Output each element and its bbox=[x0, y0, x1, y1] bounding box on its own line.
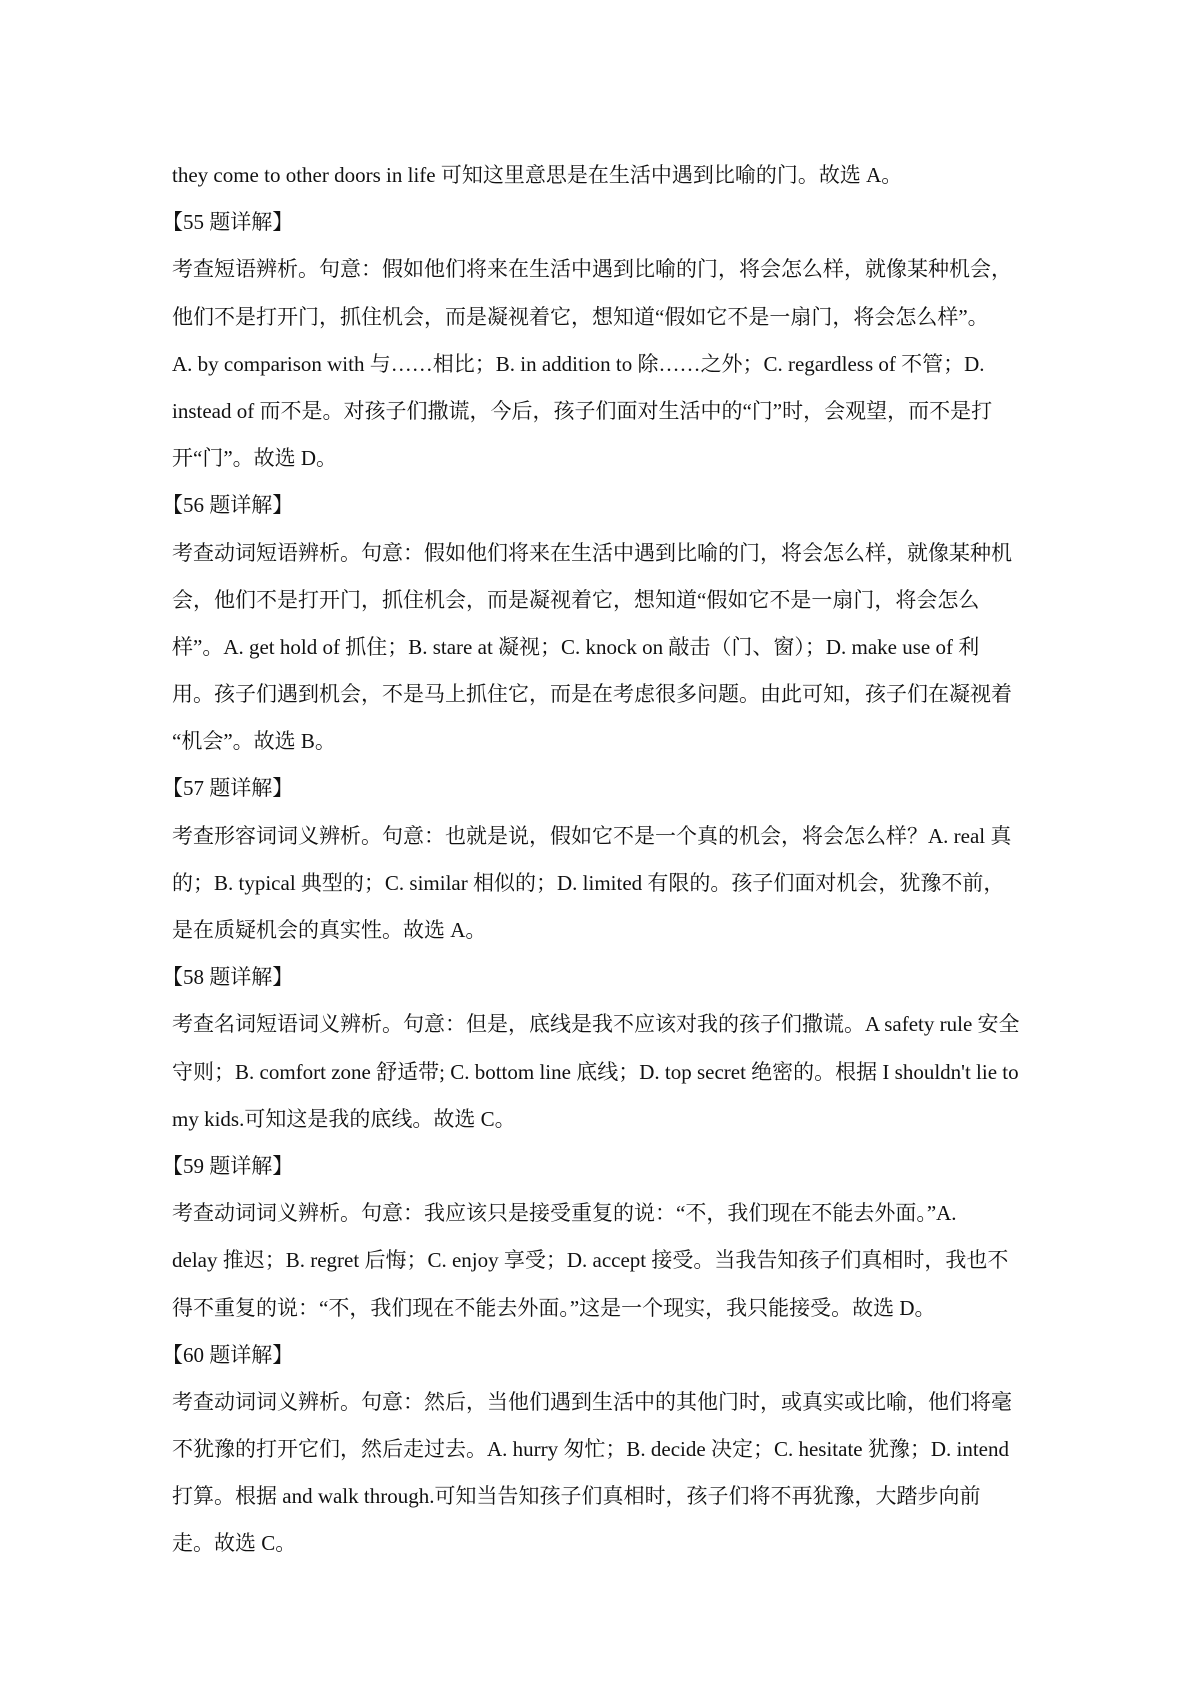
section-heading: 【55 题详解】 bbox=[162, 210, 294, 235]
text-line: 打算。根据 and walk through.可知当告知孩子们真相时，孩子们将不再犹豫，大踏步向前 bbox=[172, 1484, 981, 1509]
text-line: 样”。A. get hold of 抓住；B. stare at 凝视；C. knock on 敲击（门、窗）；D. make use of 利 bbox=[172, 634, 980, 659]
text-line: 考查动词词义辨析。句意：我应该只是接受重复的说：“不，我们现在不能去外面。”A. bbox=[172, 1201, 957, 1226]
section-heading: 【60 题详解】 bbox=[162, 1342, 294, 1367]
text-line: “机会”。故选 B。 bbox=[172, 729, 336, 754]
text-line: 守则；B. comfort zone 舒适带; C. bottom line 底线；D. top secret 绝密的。根据 I shouldn't lie to bbox=[172, 1059, 1019, 1084]
text-line: 开“门”。故选 D。 bbox=[172, 446, 338, 471]
section-heading: 【59 题详解】 bbox=[162, 1153, 294, 1178]
section-heading: 【58 题详解】 bbox=[162, 965, 294, 990]
text-line: 用。孩子们遇到机会，不是马上抓住它，而是在考虑很多问题。由此可知，孩子们在凝视着 bbox=[172, 682, 1012, 707]
text-line: my kids.可知这是我的底线。故选 C。 bbox=[172, 1106, 516, 1131]
text-line: they come to other doors in life 可知这里意思是在生活中遇到比喻的门。故选 A。 bbox=[172, 163, 903, 187]
text-line: 考查名词短语词义辨析。句意：但是，底线是我不应该对我的孩子们撒谎。A safety rule 安全 bbox=[172, 1012, 1020, 1037]
section-heading: 【57 题详解】 bbox=[162, 776, 294, 801]
text-line: 考查短语辨析。句意：假如他们将来在生活中遇到比喻的门，将会怎么样，就像某种机会， bbox=[172, 257, 1012, 282]
text-line: A. by comparison with 与……相比；B. in addition to 除……之外；C. regardless of 不管；D. bbox=[172, 351, 985, 376]
text-line: instead of 而不是。对孩子们撒谎，今后，孩子们面对生活中的“门”时，会观望，而不是打 bbox=[172, 398, 993, 423]
section-heading: 【56 题详解】 bbox=[162, 493, 294, 518]
text-line: 考查动词词义辨析。句意：然后，当他们遇到生活中的其他门时，或真实或比喻，他们将毫 bbox=[172, 1389, 1012, 1414]
document-page bbox=[162, 152, 1042, 1568]
text-line: 考查形容词词义辨析。句意：也就是说，假如它不是一个真的机会，将会怎么样？A. real 真 bbox=[172, 823, 1012, 848]
text-line: 他们不是打开门，抓住机会，而是凝视着它，想知道“假如它不是一扇门，将会怎么样”。 bbox=[172, 304, 989, 329]
text-line: 考查动词短语辨析。句意：假如他们将来在生活中遇到比喻的门，将会怎么样，就像某种机 bbox=[172, 540, 1012, 565]
text-line: 会，他们不是打开门，抓住机会，而是凝视着它，想知道“假如它不是一扇门，将会怎么 bbox=[172, 587, 980, 612]
text-line: 得不重复的说：“不，我们现在不能去外面。”这是一个现实，我只能接受。故选 D。 bbox=[172, 1295, 936, 1320]
text-line: 是在质疑机会的真实性。故选 A。 bbox=[172, 918, 487, 942]
text-line: 不犹豫的打开它们，然后走过去。A. hurry 匆忙；B. decide 决定；C. hesitate 犹豫；D. intend bbox=[172, 1437, 1010, 1462]
text-line: 走。故选 C。 bbox=[172, 1531, 297, 1556]
text-line: delay 推迟；B. regret 后悔；C. enjoy 享受；D. accept 接受。当我告知孩子们真相时，我也不 bbox=[172, 1248, 1009, 1273]
text-line: 的；B. typical 典型的；C. similar 相似的；D. limited 有限的。孩子们面对机会，犹豫不前， bbox=[172, 870, 1005, 895]
